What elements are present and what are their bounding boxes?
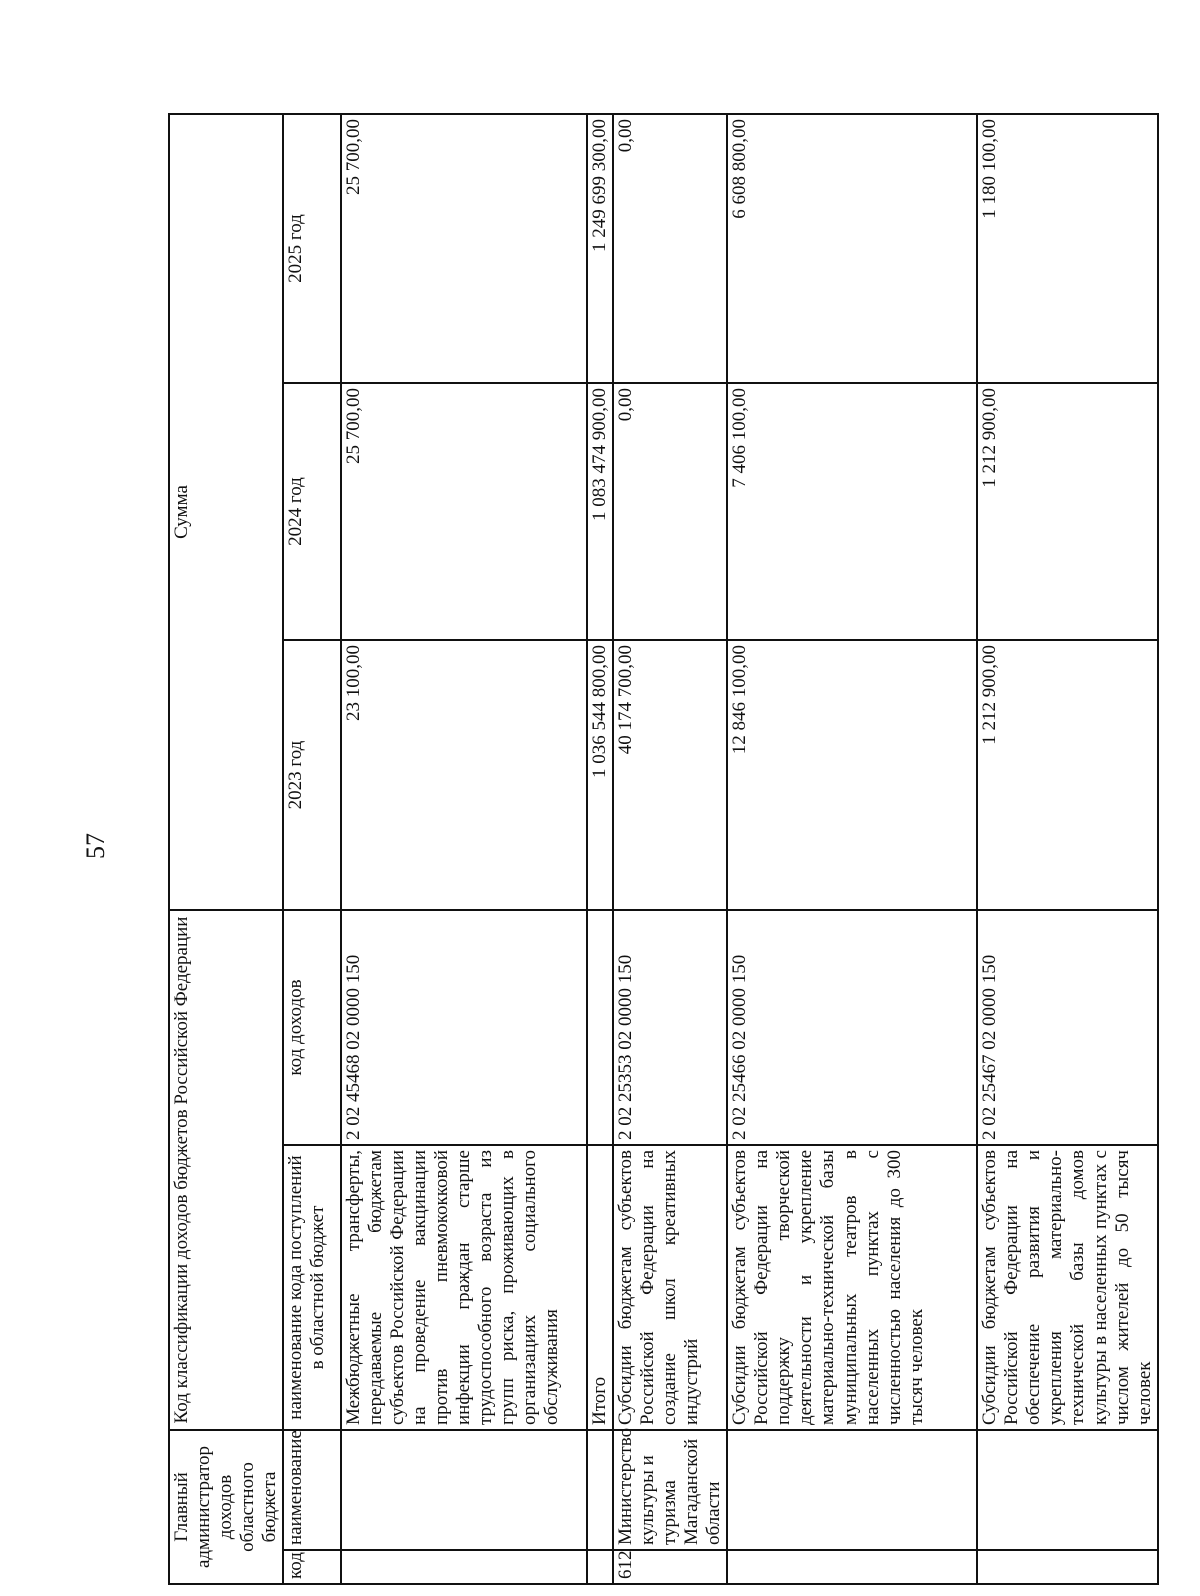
- income-code-cell: 2 02 25353 02 0000 150: [613, 910, 727, 1145]
- income-name-cell: Межбюджетные трансферты, передаваемые бюджетам субъектов Российской Федерации на проведение вакцинации против пневмококковой инфекции граждан старше трудоспособного возраста из групп риска, проживающих в организациях социального обслуживания: [341, 1145, 587, 1430]
- header-year-2023: 2023 год: [283, 640, 341, 910]
- total-2023-cell: 1 036 544 800,00: [587, 640, 613, 910]
- table-row: [613, 114, 727, 1584]
- income-code-cell: 2 02 45468 02 0000 150: [341, 910, 587, 1145]
- sum-2025-cell: 1 180 100,00: [977, 114, 1157, 383]
- sum-2023-cell: 40 174 700,00: [613, 640, 727, 910]
- table-row: [727, 114, 977, 1584]
- admin-code-cell: [977, 1550, 1157, 1584]
- header-admin-name: наименование: [283, 1430, 341, 1550]
- admin-name-cell: [977, 1430, 1157, 1550]
- admin-name-cell: Министерство культуры и туризма Магаданской области: [613, 1430, 727, 1550]
- sum-2025-cell: 25 700,00: [341, 114, 587, 383]
- income-code-cell: [587, 910, 613, 1145]
- header-admin-group: Главный администратор доходов областного бюджета: [169, 1430, 283, 1584]
- total-2025-cell: 1 249 699 300,00: [587, 114, 613, 383]
- admin-code-cell: [341, 1550, 587, 1584]
- sum-2023-cell: 1 212 900,00: [977, 640, 1157, 910]
- revenue-table: [168, 113, 1159, 1585]
- income-name-cell: Субсидии бюджетам субъектов Российской Федерации на обеспечение развития и укрепления материально-технической базы домов культуры в населенных пунктах с числом жителей до 50 тысяч человек: [977, 1145, 1157, 1430]
- page-number: 57: [81, 833, 110, 859]
- income-name-cell: Субсидии бюджетам субъектов Российской Федерации на поддержку творческой деятельности и укрепление материально-технической базы муниципальных театров в населенных пунктах с численностью населения до 300 тысяч человек: [727, 1145, 977, 1430]
- admin-name-cell: [727, 1430, 977, 1550]
- total-2024-cell: 1 083 474 900,00: [587, 383, 613, 640]
- sum-2023-cell: 23 100,00: [341, 640, 587, 910]
- sum-2024-cell: 1 212 900,00: [977, 383, 1157, 640]
- rotated-table-wrapper: [168, 115, 1155, 1585]
- table-row: [977, 114, 1157, 1584]
- total-label: Итого: [587, 1145, 613, 1430]
- sum-2023-cell: 12 846 100,00: [727, 640, 977, 910]
- income-code-cell: 2 02 25467 02 0000 150: [977, 910, 1157, 1145]
- income-code-cell: 2 02 25466 02 0000 150: [727, 910, 977, 1145]
- sum-2025-cell: 6 608 800,00: [727, 114, 977, 383]
- table-row-total: [587, 114, 613, 1584]
- header-year-2024: 2024 год: [283, 383, 341, 640]
- header-sum-group: Сумма: [169, 114, 283, 910]
- sum-2024-cell: 25 700,00: [341, 383, 587, 640]
- header-class-name: наименование кода поступлений в областной бюджет: [283, 1145, 341, 1430]
- sum-2024-cell: 0,00: [613, 383, 727, 640]
- header-admin-code: код: [283, 1550, 341, 1584]
- sum-2025-cell: 0,00: [613, 114, 727, 383]
- admin-code-cell: [587, 1550, 613, 1584]
- admin-code-cell: [727, 1550, 977, 1584]
- income-name-cell: Субсидии бюджетам субъектов Российской Федерации на создание школ креативных индустрий: [613, 1145, 727, 1430]
- header-classification-group: Код классификации доходов бюджетов Российской Федерации: [169, 910, 283, 1430]
- admin-name-cell: [341, 1430, 587, 1550]
- table-row: [341, 114, 587, 1584]
- header-class-code: код доходов: [283, 910, 341, 1145]
- sum-2024-cell: 7 406 100,00: [727, 383, 977, 640]
- header-year-2025: 2025 год: [283, 114, 341, 383]
- admin-name-cell: [587, 1430, 613, 1550]
- admin-code-cell: 612: [613, 1550, 727, 1584]
